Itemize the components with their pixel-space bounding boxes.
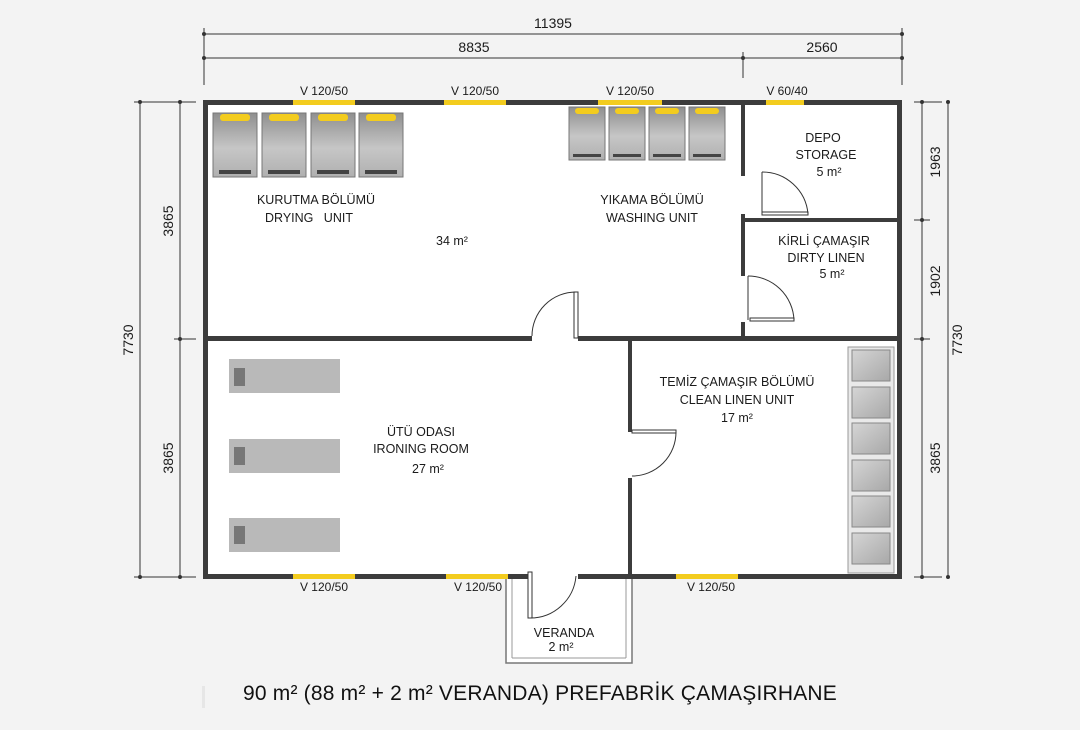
- window-label-top-2: V 120/50: [450, 84, 500, 98]
- dryer-machine: [359, 113, 403, 177]
- room-label-ironing-tr: ÜTÜ ODASI: [386, 425, 456, 439]
- room-label-veranda: VERANDA: [533, 626, 595, 640]
- washing-machine: [689, 107, 725, 160]
- dryer-machine: [262, 113, 306, 177]
- shelf-unit: [852, 496, 890, 527]
- ironing-board: [229, 439, 340, 473]
- dim-left-bottom: 3865: [160, 442, 176, 474]
- shelf-unit: [852, 533, 890, 564]
- room-label-storage-en: STORAGE: [795, 148, 857, 162]
- door-opening: [532, 335, 578, 342]
- room-label-dirty-en: DIRTY LINEN: [787, 251, 865, 265]
- dim-right-top: 1963: [927, 146, 943, 178]
- linen-shelves: [848, 347, 894, 573]
- window-top-1: [293, 100, 355, 105]
- washing-machine: [609, 107, 645, 160]
- window-label-top-4: V 60/40: [766, 84, 808, 98]
- room-label-washing-en: WASHING UNIT: [606, 211, 698, 225]
- dryer-machine: [311, 113, 355, 177]
- shelf-unit: [852, 460, 890, 491]
- ironing-board: [229, 359, 340, 393]
- room-label-drying-tr: KURUTMA BÖLÜMÜ: [256, 193, 376, 207]
- room-label-drying-en: DRYING UNIT: [265, 211, 353, 225]
- ironing-boards: [229, 359, 340, 552]
- dim-total-width: 11395: [534, 15, 572, 31]
- room-label-clean-tr: TEMİZ ÇAMAŞIR BÖLÜMÜ: [659, 375, 815, 389]
- door-opening: [740, 276, 746, 322]
- shelf-unit: [852, 423, 890, 454]
- room-area-veranda: 2 m²: [548, 640, 574, 654]
- dim-left-top: 3865: [160, 205, 176, 237]
- window-top-2: [444, 100, 506, 105]
- dim-right-total: 7730: [949, 324, 965, 356]
- dryer-machine: [213, 113, 257, 177]
- washing-machine: [569, 107, 605, 160]
- window-label-bottom-3: V 120/50: [686, 580, 736, 594]
- washing-machine: [649, 107, 685, 160]
- dim-left-total: 7730: [120, 324, 136, 356]
- door-opening: [740, 176, 746, 214]
- wall-storage-dirty: [741, 218, 901, 222]
- door-opening: [528, 573, 578, 580]
- room-label-washing-tr: YIKAMA BÖLÜMÜ: [600, 193, 704, 207]
- shelf-unit: [852, 350, 890, 381]
- door-opening: [627, 432, 633, 478]
- dim-right-mid: 1902: [927, 265, 943, 297]
- room-area-dirty: 5 m²: [819, 267, 845, 281]
- room-area-main: 34 m²: [436, 234, 468, 248]
- room-area-ironing: 27 m²: [412, 462, 444, 476]
- window-bottom-3: [676, 574, 738, 579]
- window-bottom-1: [293, 574, 355, 579]
- window-label-top-3: V 120/50: [605, 84, 655, 98]
- room-label-ironing-en: IRONING ROOM: [373, 442, 469, 456]
- room-label-dirty-tr: KİRLİ ÇAMAŞIR: [778, 234, 870, 248]
- dim-left-width: 8835: [458, 39, 490, 55]
- dim-right-width: 2560: [806, 39, 838, 55]
- room-label-clean-en: CLEAN LINEN UNIT: [679, 393, 795, 407]
- plan-title: 90 m² (88 m² + 2 m² VERANDA) PREFABRİK ÇAMAŞIRHANE: [242, 682, 838, 705]
- room-area-clean: 17 m²: [721, 411, 753, 425]
- window-top-4: [766, 100, 804, 105]
- window-label-bottom-1: V 120/50: [299, 580, 349, 594]
- ironing-board: [229, 518, 340, 552]
- room-area-storage: 5 m²: [816, 165, 842, 179]
- window-bottom-2: [446, 574, 508, 579]
- window-label-top-1: V 120/50: [299, 84, 349, 98]
- shelf-unit: [852, 387, 890, 418]
- window-label-bottom-2: V 120/50: [453, 580, 503, 594]
- window-top-3: [598, 100, 662, 105]
- room-label-storage-tr: DEPO: [805, 131, 841, 145]
- dim-right-bottom: 3865: [927, 442, 943, 474]
